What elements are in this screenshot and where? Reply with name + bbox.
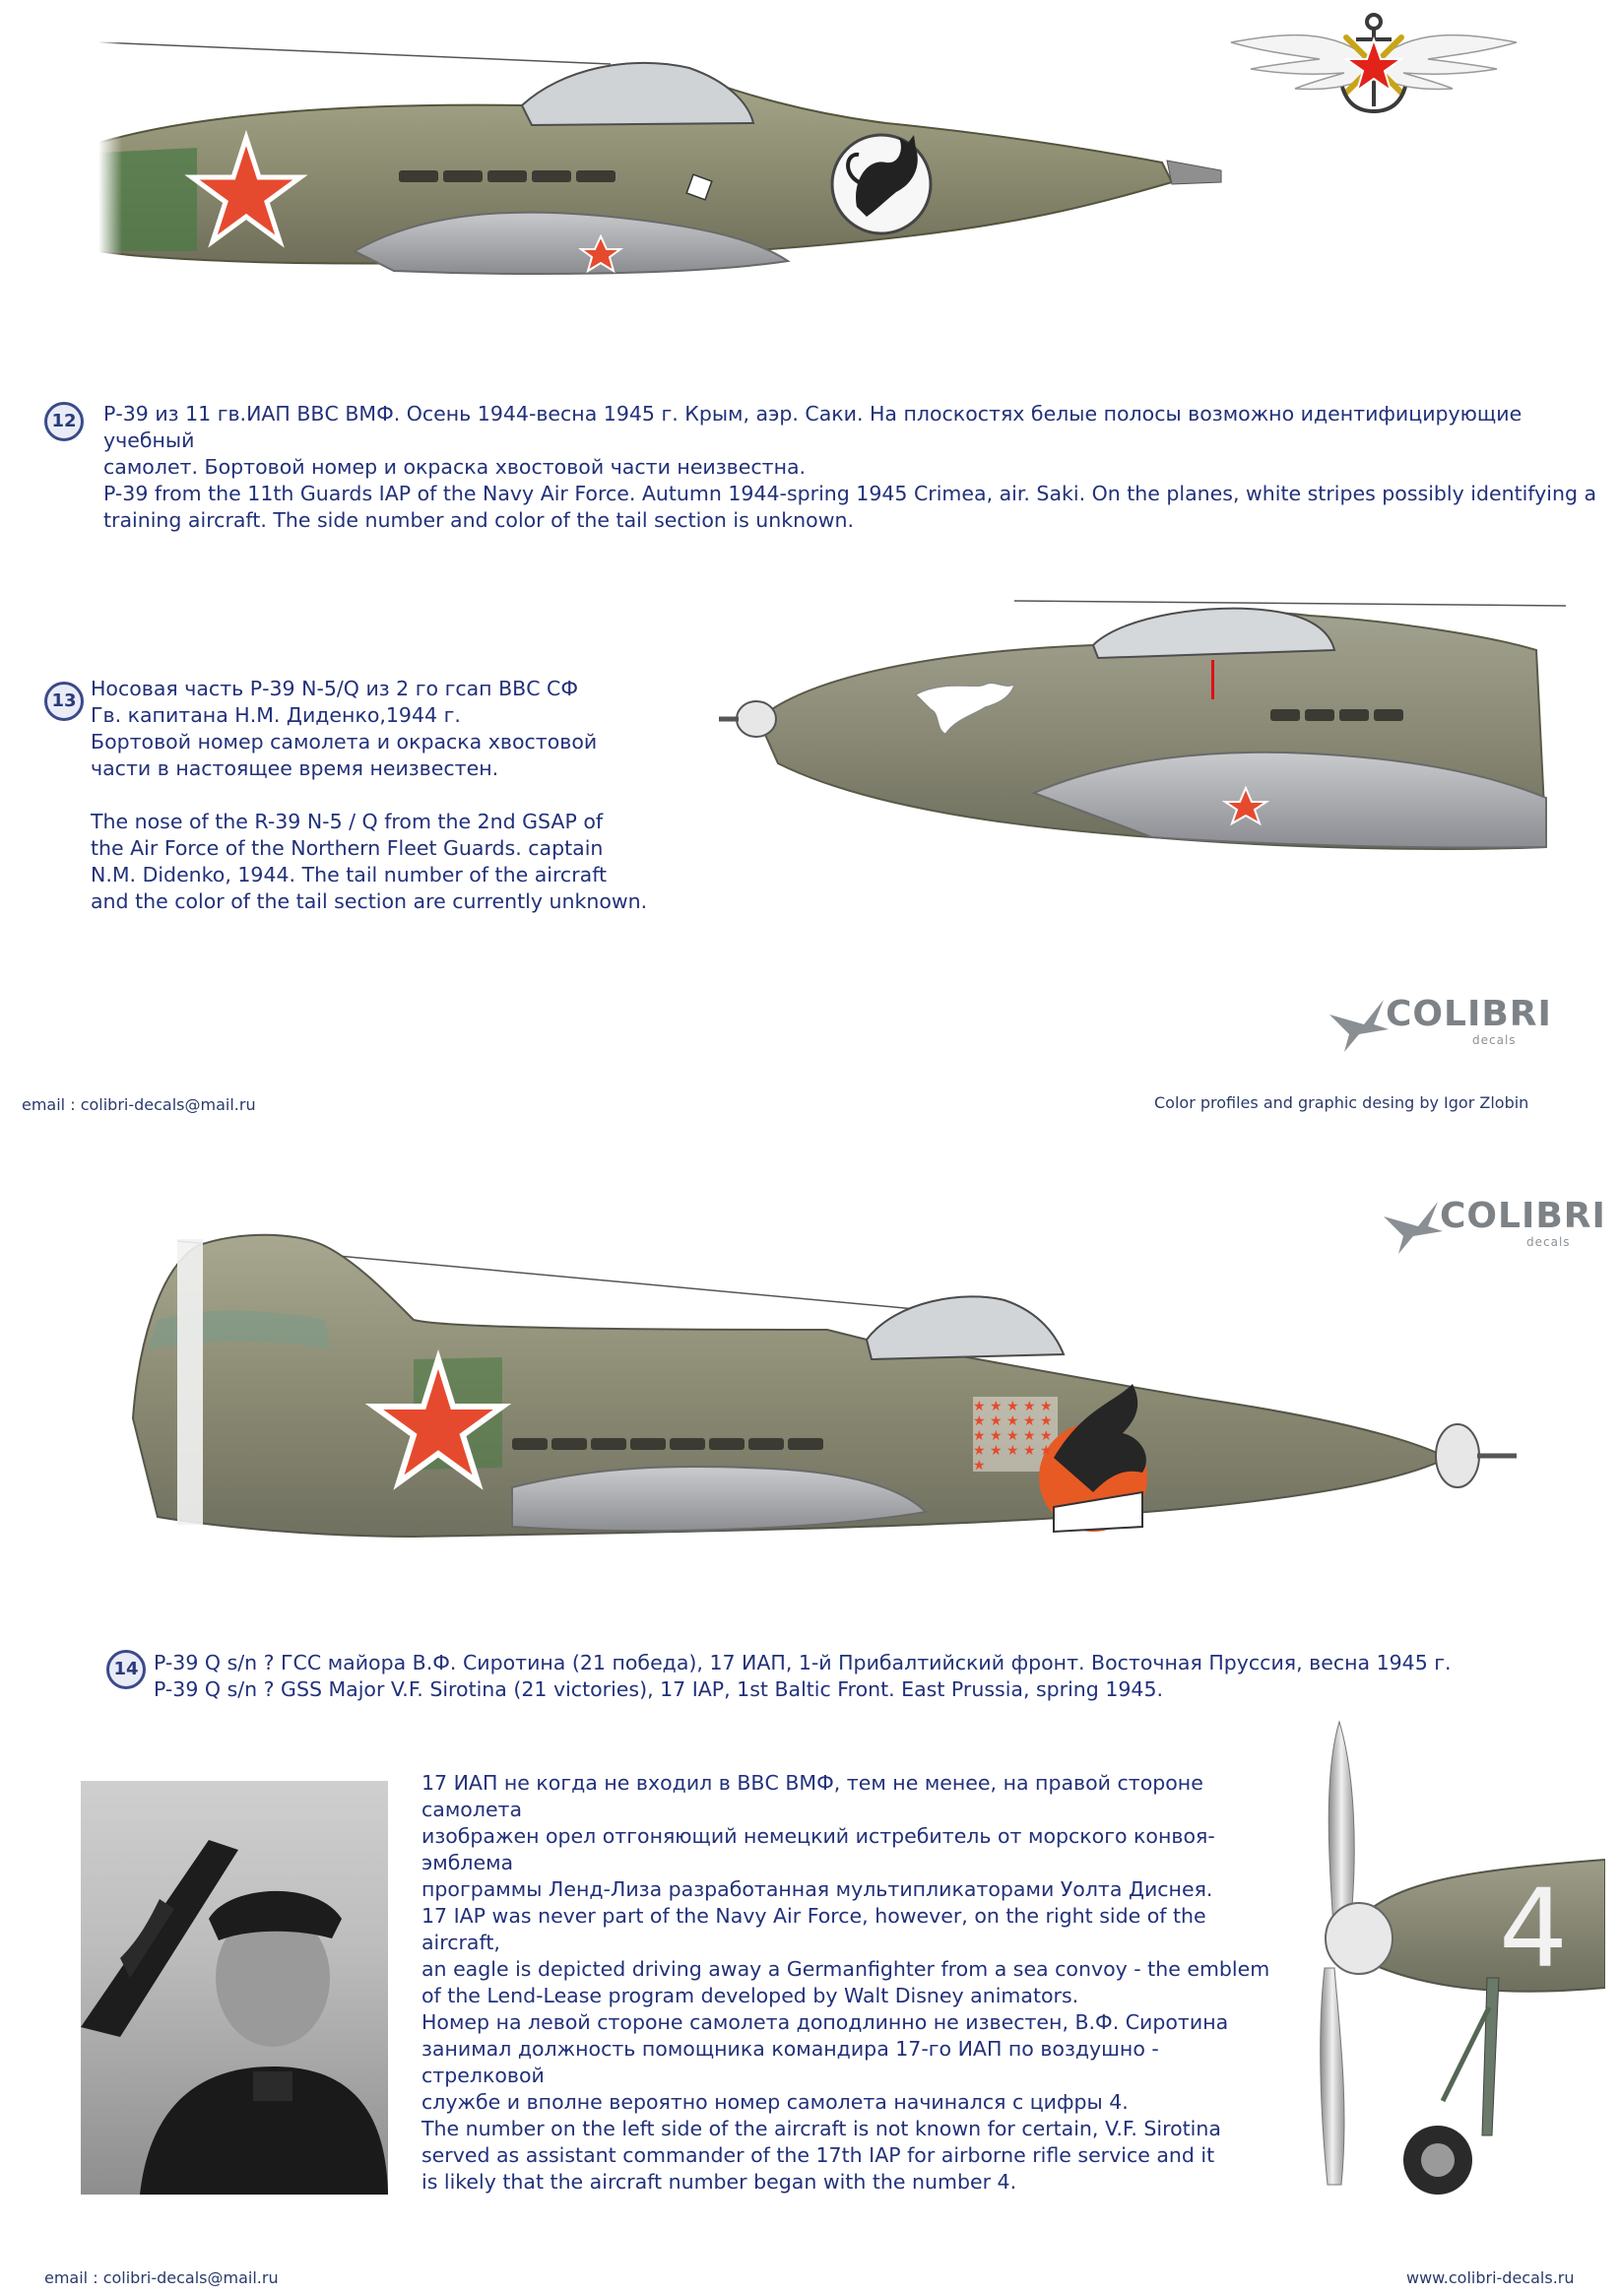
caption-en-line: the Air Force of the Northern Fleet Guards. captain: [91, 836, 604, 860]
note-line: is likely that the aircraft number began with the number 4.: [421, 2170, 1017, 2194]
profile-number-badge: 13: [44, 682, 84, 721]
note-line: службе и вполне вероятно номер самолета начинался с цифры 4.: [421, 2090, 1129, 2114]
logo-wordmark: COLIBRI: [1440, 1196, 1606, 1236]
note-line: served as assistant commander of the 17th IAP for airborne rifle service and it: [421, 2143, 1215, 2167]
caption-en-line: and the color of the tail section are currently unknown.: [91, 889, 648, 913]
victory-star-mark: ★: [1006, 1413, 1019, 1429]
hummingbird-icon: [1325, 995, 1393, 1054]
logo-wordmark: COLIBRI: [1386, 994, 1552, 1034]
victory-star-mark: ★: [1023, 1399, 1036, 1414]
victory-star-mark: ★: [990, 1413, 1003, 1429]
front-detail-with-propeller: [1280, 1712, 1605, 2204]
victory-star-mark: ★: [1023, 1428, 1036, 1444]
victory-stars-panel: [973, 1399, 1064, 1477]
victory-star-mark: ★: [1040, 1443, 1053, 1459]
victory-star-mark: ★: [973, 1399, 986, 1414]
victory-star-mark: ★: [973, 1428, 986, 1444]
naval-aviation-wings-emblem: [1226, 8, 1522, 126]
side-number: 4: [1499, 1866, 1568, 1992]
victory-star-mark: ★: [1006, 1428, 1019, 1444]
caption-ru-line: P-39 Q s/n ? ГСС майора В.Ф. Сиротина (21 победа), 17 ИАП, 1-й Прибалтийский фронт. Восточная Пруссия, весна 1945 г.: [154, 1651, 1452, 1674]
victory-star-mark: ★: [1040, 1413, 1053, 1429]
logo-subtext: decals: [1472, 1033, 1517, 1047]
colibri-logo: [1325, 990, 1551, 1059]
caption-ru-line: Бортовой номер самолета и окраска хвостовой: [91, 730, 598, 754]
profile-number-badge: 12: [44, 402, 84, 441]
p39-nose-profile-13: [719, 591, 1566, 867]
victory-star-mark: ★: [990, 1443, 1003, 1459]
p39-profile-14: [118, 1212, 1517, 1625]
victory-star-mark: ★: [973, 1413, 986, 1429]
email-text: email : colibri-decals@mail.ru: [22, 1095, 256, 1114]
caption-ru-line: Гв. капитана Н.М. Диденко,1944 г.: [91, 703, 461, 727]
note-line: Номер на левой стороне самолета доподлинно не известен, В.Ф. Сиротина: [421, 2010, 1229, 2034]
caption-ru-line: Р-39 из 11 гв.ИАП ВВС ВМФ. Осень 1944-весна 1945 г. Крым, аэр. Саки. На плоскостях белые полосы возможно идентифицирующие учебный: [103, 402, 1523, 452]
caption-ru-line: Носовая часть Р-39 N-5/Q из 2 го гсап ВВС СФ: [91, 677, 579, 700]
caption-ru-line: самолет. Бортовой номер и окраска хвостовой части неизвестна.: [103, 455, 807, 479]
p39-profile-12: [98, 34, 1261, 330]
victory-star-mark: ★: [1040, 1399, 1053, 1414]
caption-en-line: The nose of the R-39 N-5 / Q from the 2nd GSAP of: [91, 810, 604, 833]
victory-star-mark: ★: [990, 1399, 1003, 1414]
note-line: 17 ИАП не когда не входил в ВВС ВМФ, тем не менее, на правой стороне самолета: [421, 1771, 1203, 1821]
credit-text: Color profiles and graphic desing by Igor Zlobin: [1154, 1093, 1529, 1112]
pilot-portrait-photo: [81, 1781, 388, 2195]
note-line: программы Ленд-Лиза разработанная мультипликаторами Уолта Диснея.: [421, 1877, 1213, 1901]
note-line: изображен орел отгоняющий немецкий истребитель от морского конвоя-эмблема: [421, 1824, 1215, 1874]
caption-en-line: N.M. Didenko, 1944. The tail number of the aircraft: [91, 863, 608, 886]
caption-ru-line: части в настоящее время неизвестен.: [91, 756, 499, 780]
note-side-number: [421, 2009, 1278, 2196]
caption-en-line: P-39 Q s/n ? GSS Major V.F. Sirotina (21 victories), 17 IAP, 1st Baltic Front. East Prussia, spring 1945.: [154, 1677, 1164, 1701]
note-line: of the Lend-Lease program developed by Walt Disney animators.: [421, 1984, 1079, 2007]
pilot-photo-image: [81, 1781, 388, 2195]
caption-en-line: training aircraft. The side number and color of the tail section is unknown.: [103, 508, 854, 532]
victory-star-mark: ★: [1023, 1443, 1036, 1459]
profile-14-caption: [154, 1650, 1591, 1703]
victory-star-mark: ★: [973, 1443, 986, 1459]
victory-star-mark: ★: [1006, 1399, 1019, 1414]
victory-star-mark: ★: [1006, 1443, 1019, 1459]
email-text: email : colibri-decals@mail.ru: [44, 2268, 279, 2287]
website-text: www.colibri-decals.ru: [1406, 2268, 1575, 2287]
logo-subtext: decals: [1526, 1235, 1571, 1249]
victory-star-mark: ★: [990, 1428, 1003, 1444]
note-line: занимал должность помощника командира 17-го ИАП по воздушно - стрелковой: [421, 2037, 1159, 2087]
victory-star-mark: ★: [973, 1458, 986, 1474]
caption-en-line: P-39 from the 11th Guards IAP of the Navy Air Force. Autumn 1944-spring 1945 Crimea, air. Saki. On the planes, white stripes possibly identifying a: [103, 482, 1597, 505]
victory-star-mark: ★: [1023, 1413, 1036, 1429]
profile-13-caption: [91, 676, 721, 915]
victory-star-mark: ★: [1040, 1428, 1053, 1444]
note-lend-lease: [421, 1770, 1278, 2009]
profile-12-caption: [103, 401, 1600, 534]
note-line: an eagle is depicted driving away a Germanfighter from a sea convoy - the emblem: [421, 1957, 1270, 1981]
note-line: The number on the left side of the aircraft is not known for certain, V.F. Sirotina: [421, 2117, 1221, 2140]
note-line: 17 IAP was never part of the Navy Air Force, however, on the right side of the aircraft,: [421, 1904, 1206, 1954]
profile-number-badge: 14: [106, 1650, 146, 1689]
